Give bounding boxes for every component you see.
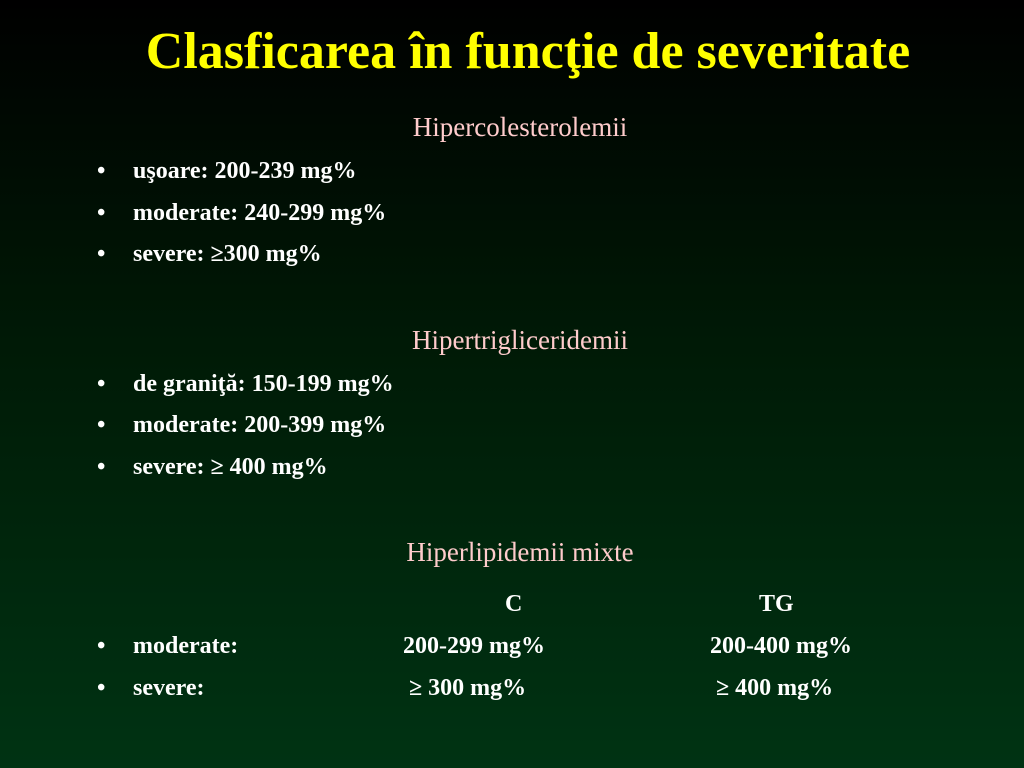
- bullet: •: [97, 633, 106, 659]
- bullet: •: [97, 371, 106, 397]
- list-item-text: uşoare: 200-239 mg%: [133, 158, 357, 184]
- table-row: [0, 675, 1024, 705]
- bullet: •: [97, 412, 106, 438]
- bullet: •: [97, 200, 106, 226]
- column-headers: [0, 591, 1024, 621]
- heading-hiperlipidemii-mixte: Hiperlipidemii mixte: [406, 537, 634, 567]
- cell-tg: 200-400 mg%: [710, 633, 852, 659]
- cell-c: ≥ 300 mg%: [409, 675, 527, 701]
- list-item-text: moderate: 200-399 mg%: [133, 412, 387, 438]
- bullet: •: [97, 158, 106, 184]
- slide-title: Clasficarea în funcţie de severitate: [145, 23, 911, 80]
- list-item-text: moderate: 240-299 mg%: [133, 200, 387, 226]
- list-item-text: de graniţă: 150-199 mg%: [133, 371, 394, 397]
- bullet: •: [97, 241, 106, 267]
- cell-tg: ≥ 400 mg%: [716, 675, 834, 701]
- heading-hipercolesterolemii: Hipercolesterolemii: [412, 112, 628, 142]
- cell-c: 200-299 mg%: [403, 633, 545, 659]
- table-row: [0, 633, 1024, 663]
- column-header-tg: TG: [759, 591, 794, 617]
- row-label: moderate:: [133, 633, 239, 659]
- row-label: severe:: [133, 675, 205, 701]
- heading-hipertrigliceridemii: Hipertrigliceridemii: [412, 325, 628, 355]
- bullet: •: [97, 454, 106, 480]
- list-item-text: severe: ≥300 mg%: [133, 241, 322, 267]
- list-item-text: severe: ≥ 400 mg%: [133, 454, 328, 480]
- bullet: •: [97, 675, 106, 701]
- column-header-c: C: [505, 591, 523, 617]
